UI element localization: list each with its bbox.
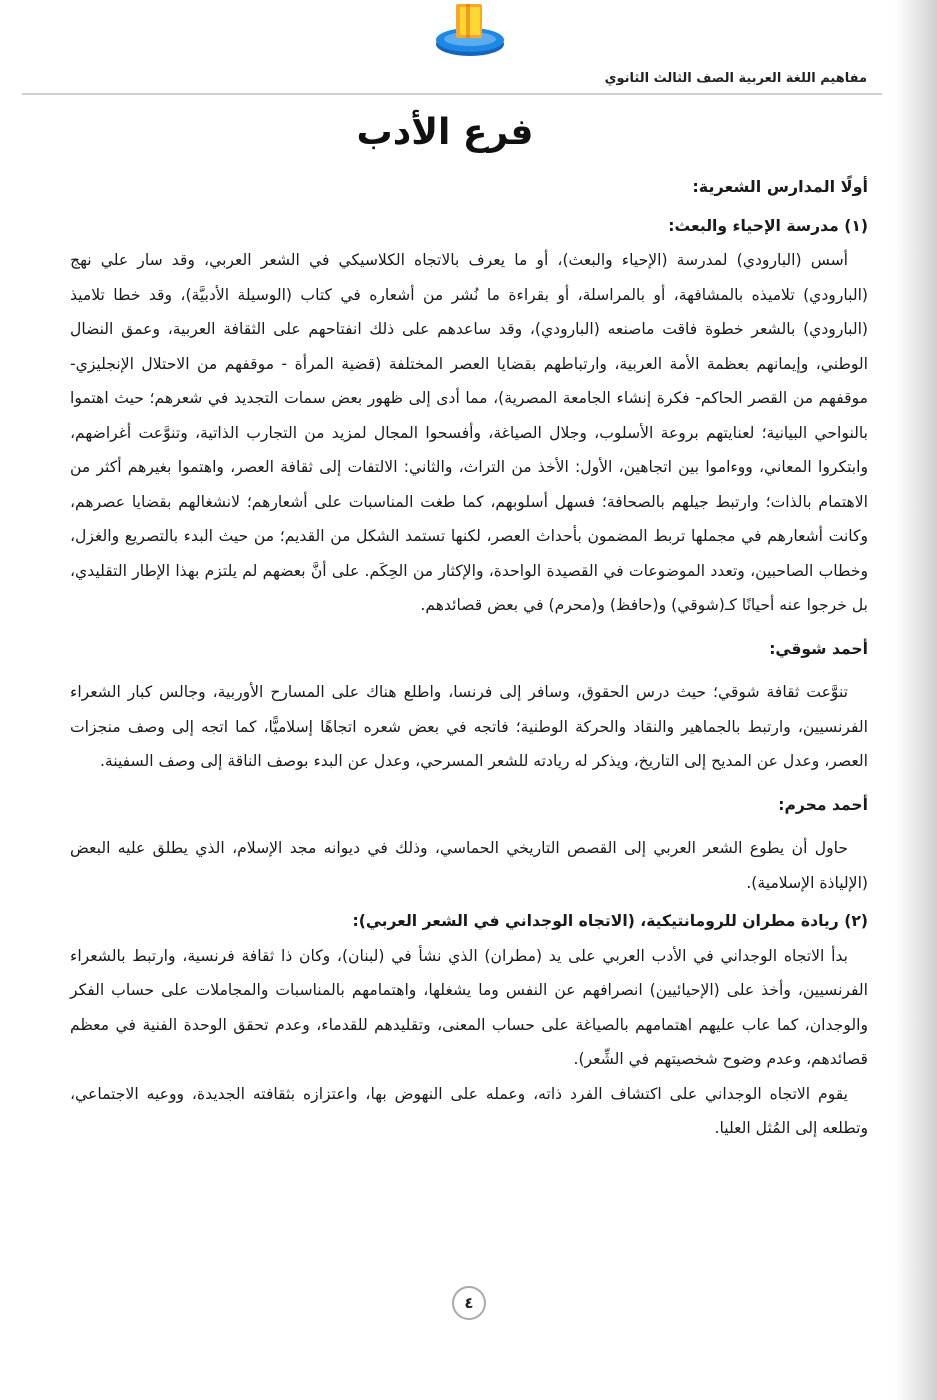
- poet-heading-shawqi: أحمد شوقي:: [769, 639, 868, 658]
- page-edge-shadow: [895, 0, 937, 1400]
- main-content: [70, 170, 868, 1146]
- paragraph: حاول أن يطوع الشعر العربي إلى القصص التاريخي الحماسي، وذلك في ديوانه مجد الإسلام، الذي يطلق عليه البعض (الإلياذة الإسلامية).: [70, 839, 868, 892]
- page-number: ٤: [452, 1286, 486, 1320]
- book-logo-icon: [430, 0, 510, 62]
- paragraph: يقوم الاتجاه الوجداني على اكتشاف الفرد ذاته، وعمله على النهوض بها، واعتزازه بثقافته الجديدة، ووعيه الاجتماعي، وتطلعه إلى المُثل العليا.: [70, 1084, 868, 1137]
- paragraph: أسس (البارودي) لمدرسة (الإحياء والبعث)، أو ما يعرف بالاتجاه الكلاسيكي في الشعر العربي، وقد سار علي نهج (البارودي) تلاميذه بالمشافهة، أو بالمراسلة، أو بقراءة ما نُشر من أشعاره في كتاب (الوسيلة الأدبيَّة)، وقد خطا تلاميذ (البارودي) بالشعر خطوة فاقت ماصنعه (البارودي)، وقد ساعدهم على ذلك انفتاحهم على الثقافة العربية، وعمق النضال الوطني، وإيمانهم بعظمة الأمة العربية، وارتباطهم بقضايا العصر المختلفة (قضية المرأة - موقفهم من الاحتلال الإنجليزي- موقفهم من القصر الحاكم- فكرة إنشاء الجامعة المصرية)، مما أدى إلى ظهور بعض سمات التجديد في شعرهم؛ حيث اهتموا بالنواحي البيانية؛ لعنايتهم بروعة الأسلوب، وجلال الصياغة، وأفسحوا المجال لمزيد من التجارب الذاتية، وتنوَّعت أغراضهم، وابتكروا المعاني، ووءاموا بين اتجاهين، الأول: الأخذ من التراث، والثاني: الالتفات إلى ثقافة العصر، واهتموا بغيرهم أكثر من الاهتمام بالذات؛ وارتبط جيلهم بالصحافة؛ فسهل أسلوبهم، كما طغت المناسبات على أشعارهم؛ لانشغالهم بقضايا عصرهم، وكانت أشعارهم في مجملها تربط المضمون بأحداث العصر، لكنها تستمد الشكل من القديم؛ من حيث البدء بالتصريع والغزل، وخطاب الصاحبين، وتعدد الموضوعات في القصيدة الواحدة، والإكثار من الحِكَم. على أنَّ بعضهم لم يلتزم بهذا الإطار التقليدي، بل خرجوا عنه أحيانًا كـ(شوقي) و(حافظ) و(محرم) في بعض قصائدهم.: [70, 251, 868, 614]
- header-title: مفاهيم اللغة العربية الصف الثالث الثانوي: [604, 71, 867, 86]
- section-heading: أولًا المدارس الشعرية:: [692, 177, 868, 196]
- subsection-heading: (٢) ريادة مطران للرومانتيكية، (الاتجاه الوجداني في الشعر العربي):: [352, 912, 868, 930]
- subsection-heading: (١) مدرسة الإحياء والبعث:: [668, 216, 868, 235]
- page-title: فرع الأدب: [356, 112, 534, 153]
- paragraph: تنوَّعت ثقافة شوقي؛ حيث درس الحقوق، وسافر إلى فرنسا، واطلع هناك على المسارح الأوربية، وجالس كبار الشعراء الفرنسيين، وارتبط بالجماهير والنقاد والحركة الوطنية؛ فاتجه في بعض شعره اتجاهًا إسلاميًّا، كما اتجه إلى وصف منجزات العصر، وعدل عن المديح إلى التاريخ، ويذكر له ريادته للشعر المسرحي، وعدل عن البدء بوصف الناقة إلى وصف السفينة.: [70, 683, 868, 770]
- header-divider: [22, 93, 882, 95]
- poet-heading-moharram: أحمد محرم:: [778, 795, 868, 814]
- paragraph: بدأ الاتجاه الوجداني في الأدب العربي على يد (مطران) الذي نشأ في (لبنان)، وكان ذا ثقافة فرنسية، وارتبط بالشعراء الفرنسيين، وأخذ على (الإحيائيين) انصرافهم عن النفس وما يشغلها، واهتمامهم بالمناسبات والمجاملات على حساب الفكر والوجدان، كما عاب عليهم اهتمامهم بالصياغة على حساب المعنى، وتقليدهم للقدماء، وعدم تحقق الوحدة الفنية في معظم قصائدهم، وعدم وضوح شخصيتهم في الشِّعر).: [70, 946, 868, 1068]
